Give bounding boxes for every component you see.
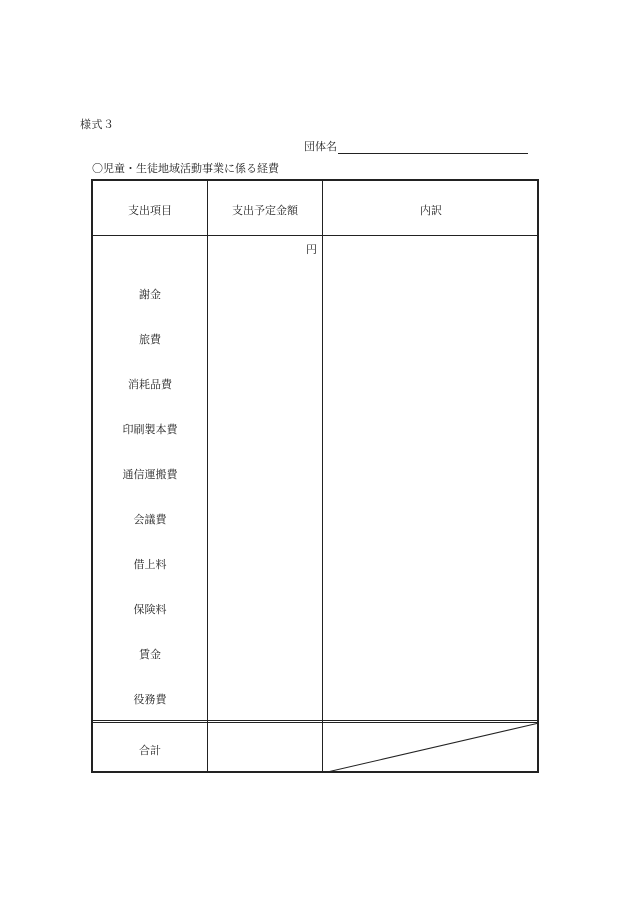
diagonal-strike xyxy=(323,723,539,773)
item-label: 通信運搬費 xyxy=(122,468,178,481)
total-divider-top xyxy=(93,720,537,721)
item-label: 旅費 xyxy=(139,333,161,346)
organization-name-field[interactable] xyxy=(338,141,528,154)
item-label: 会議費 xyxy=(133,513,167,526)
organization-label: 団体名 xyxy=(304,140,337,153)
unit-yen: 円 xyxy=(306,243,317,256)
expense-table xyxy=(91,179,539,773)
item-label: 賃金 xyxy=(139,648,161,661)
item-label: 謝金 xyxy=(139,288,161,301)
total-label: 合計 xyxy=(139,744,161,757)
item-label: 借上料 xyxy=(133,558,167,571)
organization-name-line xyxy=(304,138,528,154)
item-label: 保険料 xyxy=(133,603,167,616)
item-label: 役務費 xyxy=(133,693,167,706)
column-divider-1 xyxy=(207,181,208,771)
header-planned-amount: 支出予定金額 xyxy=(232,204,298,217)
header-breakdown: 内訳 xyxy=(420,204,442,217)
item-label: 印刷製本費 xyxy=(122,423,178,436)
header-divider xyxy=(93,235,537,236)
form-id: 様式３ xyxy=(80,118,115,131)
item-label: 消耗品費 xyxy=(128,378,172,391)
section-title: 〇児童・生徒地域活動事業に係る経費 xyxy=(92,162,279,175)
header-expense-item: 支出項目 xyxy=(128,204,172,217)
column-divider-2 xyxy=(322,181,323,771)
